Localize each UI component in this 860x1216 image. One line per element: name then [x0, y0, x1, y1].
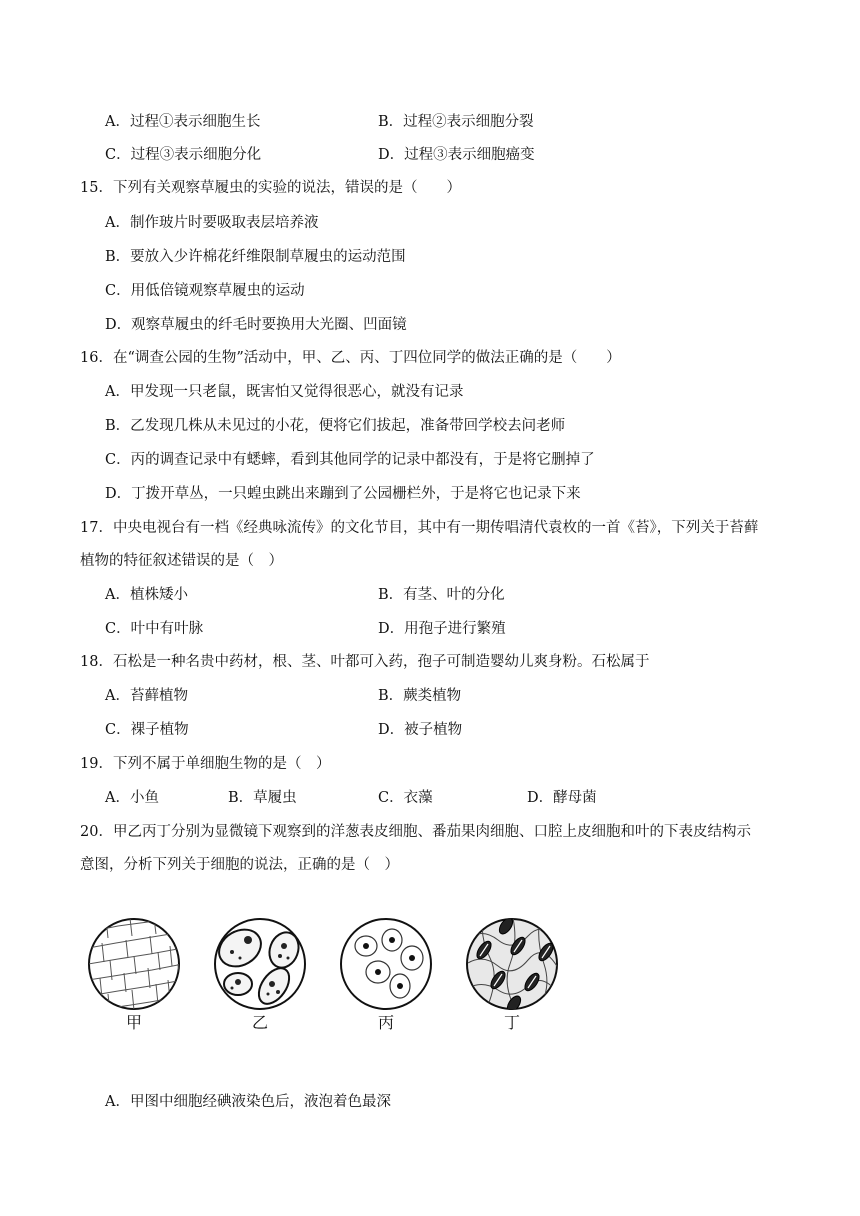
figure-caption-yi: 乙 [252, 1013, 269, 1032]
q18-option-a: A．苔藓植物 [105, 688, 188, 704]
q16-option-c: C．丙的调查记录中有蟋蟀，看到其他同学的记录中都没有，于是将它删掉了 [105, 452, 595, 468]
q17-option-b: B．有茎、叶的分化 [378, 587, 505, 603]
q15-option-d: D．观察草履虫的纤毛时要换用大光圈、凹面镜 [105, 317, 407, 333]
q15-option-b: B．要放入少许棉花纤维限制草履虫的运动范围 [105, 249, 406, 265]
q19-option-c: C．衣藻 [378, 790, 433, 806]
q14-option-a: A．过程①表示细胞生长 [105, 114, 261, 130]
q14-option-d: D．过程③表示细胞癌变 [378, 147, 535, 163]
q18-stem: 18．石松是一种名贵中药材，根、茎、叶都可入药，孢子可制造婴幼儿爽身粉。石松属于 [80, 654, 650, 670]
q17-option-c: C．叶中有叶脉 [105, 621, 204, 637]
cell-figure [88, 918, 578, 1010]
q20-option-a: A．甲图中细胞经碘液染色后，液泡着色最深 [105, 1094, 391, 1110]
onion-epidermis-view [88, 918, 183, 1010]
cheek-cells-view [341, 919, 431, 1009]
q20-stem-line2: 意图，分析下列关于细胞的说法，正确的是（ ） [80, 857, 399, 873]
q15-option-c: C．用低倍镜观察草履虫的运动 [105, 283, 305, 299]
q17-option-a: A．植株矮小 [105, 587, 188, 603]
q16-stem: 16．在“调查公园的生物”活动中，甲、乙、丙、丁四位同学的做法正确的是（ ） [80, 350, 621, 366]
q15-stem: 15．下列有关观察草履虫的实验的说法，错误的是（ ） [80, 180, 461, 196]
q19-option-b: B．草履虫 [228, 790, 297, 806]
q15-option-a: A．制作玻片时要吸取表层培养液 [105, 215, 319, 231]
q16-option-a: A．甲发现一只老鼠，既害怕又觉得很恶心，就没有记录 [105, 384, 464, 400]
tomato-pulp-view [212, 919, 305, 1009]
q17-option-d: D．用孢子进行繁殖 [378, 621, 506, 637]
q17-stem-line2: 植物的特征叙述错误的是（ ） [80, 553, 283, 569]
figure-caption-bing: 丙 [378, 1013, 395, 1032]
q16-option-d: D．丁拨开草丛，一只蝗虫跳出来蹦到了公园栅栏外，于是将它也记录下来 [105, 486, 581, 502]
q18-option-c: C．裸子植物 [105, 722, 189, 738]
q14-option-b: B．过程②表示细胞分裂 [378, 114, 534, 130]
q18-option-d: D．被子植物 [378, 722, 463, 738]
q20-stem-line1: 20．甲乙丙丁分别为显微镜下观察到的洋葱表皮细胞、番茄果肉细胞、口腔上皮细胞和叶的下表皮结构示 [80, 824, 751, 840]
leaf-epidermis-view [467, 918, 558, 1010]
figure-caption-ding: 丁 [504, 1013, 521, 1032]
figure-caption-jia: 甲 [126, 1013, 143, 1032]
q17-stem-line1: 17．中央电视台有一档《经典咏流传》的文化节目，其中有一期传唱清代袁枚的一首《苔》，下列关于苔藓 [80, 520, 759, 536]
q18-option-b: B．蕨类植物 [378, 688, 462, 704]
q19-option-d: D．酵母菌 [527, 790, 597, 806]
q16-option-b: B．乙发现几株从未见过的小花，便将它们拔起，准备带回学校去问老师 [105, 418, 566, 434]
q19-option-a: A．小鱼 [105, 790, 159, 806]
q19-stem: 19．下列不属于单细胞生物的是（ ） [80, 756, 331, 772]
q14-option-c: C．过程③表示细胞分化 [105, 147, 262, 163]
